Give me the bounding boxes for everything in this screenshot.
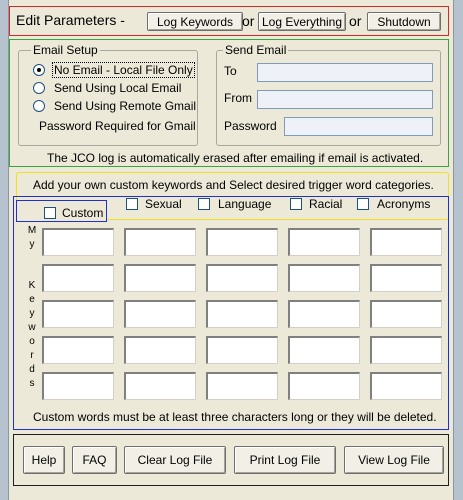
parameters-window [8, 0, 454, 500]
clear-log-button[interactable]: Clear Log File [124, 446, 226, 474]
log-everything-button[interactable]: Log Everything [258, 12, 346, 31]
local-email-radio[interactable] [33, 82, 45, 94]
keyword-input[interactable] [288, 300, 360, 328]
acronyms-checkbox[interactable] [357, 198, 369, 210]
remote-gmail-radio[interactable] [33, 100, 45, 112]
keyword-input[interactable] [370, 300, 442, 328]
view-log-button[interactable]: View Log File [344, 446, 444, 474]
keyword-input[interactable] [206, 264, 278, 292]
side-char: y [29, 308, 35, 319]
log-erase-note: The JCO log is automatically erased after emailing if email is activated. [47, 151, 424, 165]
password-required-note: Password Required for Gmail [39, 119, 196, 133]
no-email-radio[interactable] [33, 64, 45, 76]
keyword-input[interactable] [370, 228, 442, 256]
from-label: From [224, 91, 252, 105]
local-email-option-label[interactable]: Send Using Local Email [54, 81, 182, 95]
to-field[interactable] [257, 63, 433, 82]
custom-label[interactable]: Custom [62, 206, 104, 220]
keyword-input[interactable] [42, 336, 114, 364]
from-field[interactable] [257, 90, 433, 109]
keyword-input[interactable] [288, 228, 360, 256]
side-char: M [27, 225, 37, 236]
side-char: s [29, 378, 35, 389]
keyword-input[interactable] [124, 336, 196, 364]
keyword-input[interactable] [288, 372, 360, 400]
acronyms-label[interactable]: Acronyms [377, 197, 431, 211]
language-label[interactable]: Language [218, 197, 272, 211]
keyword-input[interactable] [124, 372, 196, 400]
keyword-length-note: Custom words must be at least three characters long or they will be deleted. [33, 410, 437, 424]
print-log-button[interactable]: Print Log File [234, 446, 336, 474]
side-char: o [29, 336, 35, 347]
or-label-1: or [242, 13, 255, 29]
keyword-input[interactable] [206, 228, 278, 256]
keyword-input[interactable] [288, 264, 360, 292]
faq-button[interactable]: FAQ [72, 446, 117, 474]
keyword-input[interactable] [42, 264, 114, 292]
log-keywords-button[interactable]: Log Keywords [147, 12, 243, 31]
side-char: e [29, 294, 35, 305]
shutdown-button[interactable]: Shutdown [367, 12, 441, 31]
side-char: y [29, 239, 35, 250]
sexual-checkbox[interactable] [126, 198, 138, 210]
keyword-input[interactable] [370, 336, 442, 364]
to-label: To [224, 64, 237, 78]
keyword-input[interactable] [206, 300, 278, 328]
no-email-option-label[interactable]: No Email - Local File Only [54, 63, 193, 77]
email-setup-legend: Email Setup [33, 43, 98, 57]
keyword-input[interactable] [124, 264, 196, 292]
keyword-input[interactable] [288, 336, 360, 364]
custom-checkbox[interactable] [44, 207, 56, 219]
or-label-2: or [349, 13, 362, 29]
keyword-input[interactable] [124, 228, 196, 256]
keyword-input[interactable] [42, 228, 114, 256]
keyword-instructions: Add your own custom keywords and Select desired trigger word categories. [33, 178, 434, 192]
help-button[interactable]: Help [23, 446, 65, 474]
side-char: K [28, 280, 36, 291]
keyword-input[interactable] [206, 372, 278, 400]
keyword-input[interactable] [370, 372, 442, 400]
racial-checkbox[interactable] [290, 198, 302, 210]
language-checkbox[interactable] [198, 198, 210, 210]
keyword-input[interactable] [124, 300, 196, 328]
edit-parameters-title: Edit Parameters - [16, 12, 125, 28]
remote-gmail-option-label[interactable]: Send Using Remote Gmail [54, 99, 197, 113]
side-char: d [29, 364, 35, 375]
password-field[interactable] [284, 117, 433, 136]
keyword-input[interactable] [370, 264, 442, 292]
keyword-input[interactable] [42, 300, 114, 328]
sexual-label[interactable]: Sexual [145, 197, 182, 211]
keyword-input[interactable] [206, 336, 278, 364]
keyword-input[interactable] [42, 372, 114, 400]
send-email-legend: Send Email [225, 43, 287, 57]
side-char: w [28, 322, 36, 333]
side-char: r [30, 350, 34, 361]
password-label: Password [224, 119, 277, 133]
racial-label[interactable]: Racial [309, 197, 343, 211]
